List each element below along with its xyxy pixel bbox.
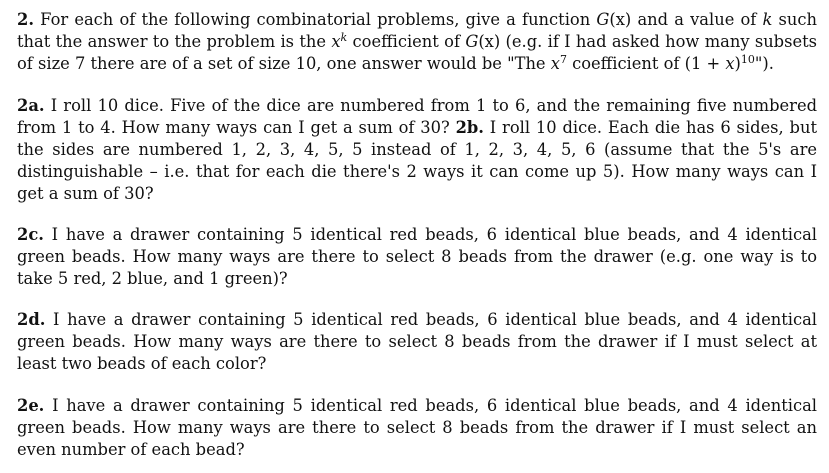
math-G: G <box>596 10 610 29</box>
math-k: k <box>762 10 773 29</box>
problem-2-text: "). <box>754 54 774 73</box>
math-paren-x: (x) <box>478 32 501 51</box>
math-x: x <box>550 54 560 73</box>
problem-2-text: coefficient of (1 + <box>566 54 726 73</box>
problem-2b-label: 2b. <box>455 118 484 137</box>
math-paren-x: (x) <box>609 10 632 29</box>
problem-2b-text: I roll 10 dice. Each die has 6 sides, but the sides are numbered 1, 2, 3, 4, 5, 5 instead of 1, 2, 3, 4, 5, 6 (assume that the 5's are distinguishable – i.e. that for each die there's 2 ways it can come up 5). How many ways can I get a sum of 30? <box>17 118 817 203</box>
problem-2a-2b <box>17 95 817 205</box>
problem-2c <box>17 224 817 290</box>
problem-2a-text: I roll 10 dice. Five of the dice are numbered from 1 to 6, and the remaining five numbered from 1 to 4. How many ways can I get a sum of 30? <box>17 96 817 137</box>
problem-2e-text: I have a drawer containing 5 identical red beads, 6 identical blue beads, and 4 identical green beads. How many ways are there to select 8 beads from the drawer if I must select an even number of each bead? <box>17 396 817 459</box>
math-10-superscript: 10 <box>740 53 755 66</box>
problem-2e <box>17 395 817 461</box>
math-k-superscript: k <box>340 31 348 44</box>
document-page <box>17 9 817 461</box>
problem-2d-label: 2d. <box>17 310 46 329</box>
problem-2-text: For each of the following combinatorial problems, give a function <box>40 10 597 29</box>
problem-2-text: such that the answer to the problem is the <box>17 10 817 51</box>
problem-2a-label: 2a. <box>17 96 45 115</box>
problem-2-text: ) <box>734 54 741 73</box>
problem-2d-text: I have a drawer containing 5 identical red beads, 6 identical blue beads, and 4 identical green beads. How many ways are there to select 8 beads from the drawer if I must select at least two beads of each color? <box>17 310 817 373</box>
problem-2-intro <box>17 9 817 75</box>
problem-2-text: (e.g. if I had asked how many subsets of size 7 there are of a set of size 10, one answer would be "The <box>17 32 817 73</box>
math-G: G <box>465 32 479 51</box>
problem-2c-text: I have a drawer containing 5 identical red beads, 6 identical blue beads, and 4 identical green beads. How many ways are there to select 8 beads from the drawer (e.g. one way is to take 5 red, 2 blue, and 1 green)? <box>17 225 817 288</box>
math-x: x <box>725 54 735 73</box>
problem-2-label: 2. <box>17 10 34 29</box>
problem-2c-label: 2c. <box>17 225 44 244</box>
problem-2-text: coefficient of <box>347 32 466 51</box>
problem-2e-label: 2e. <box>17 396 45 415</box>
problem-2-text: and a value of <box>631 10 763 29</box>
math-x: x <box>331 32 341 51</box>
math-7-superscript: 7 <box>559 53 567 66</box>
problem-2d <box>17 309 817 375</box>
